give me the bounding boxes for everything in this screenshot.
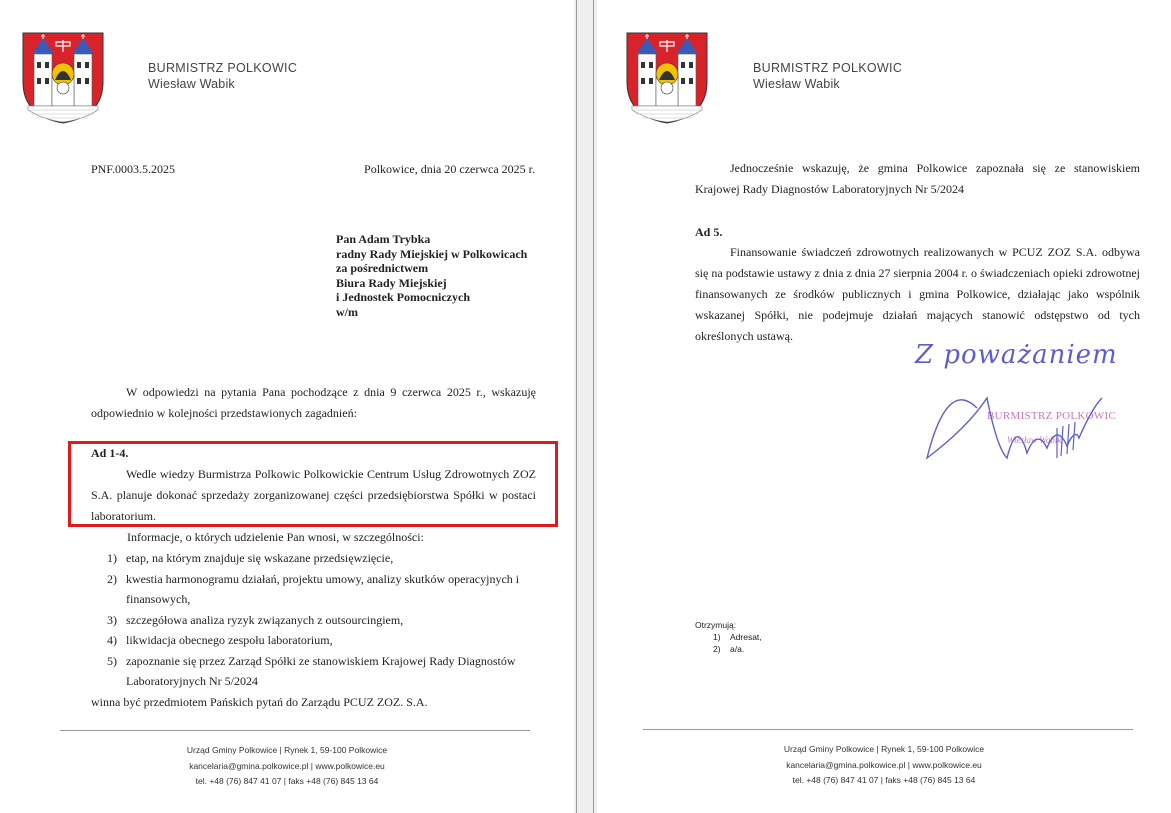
signature-icon bbox=[907, 338, 1117, 478]
list-item-number: 1) bbox=[107, 551, 117, 565]
recipient-item bbox=[695, 643, 762, 655]
recipient-block bbox=[336, 232, 527, 319]
list-item bbox=[107, 569, 539, 610]
reference-number: PNF.0003.5.2025 bbox=[91, 162, 176, 176]
ad-5-heading: Ad 5. bbox=[695, 225, 723, 239]
footer-phone: tel. +48 (76) 847 41 07 | faks +48 (76) 845 13 64 bbox=[792, 775, 976, 785]
list-item bbox=[107, 630, 539, 651]
intro-paragraph: W odpowiedzi na pytania Pana pochodzące z dnia 9 czerwca 2025 r., wskazuję odpowiednio w kolejności przedstawionych zagadnień: bbox=[91, 385, 536, 420]
document-page-1 bbox=[0, 0, 574, 813]
letterhead bbox=[148, 61, 297, 91]
recipient-number: 2) bbox=[713, 644, 721, 654]
list-item bbox=[107, 651, 539, 692]
handwritten-greeting: Z poważaniem bbox=[915, 340, 1118, 370]
info-intro: Informacje, o których udzielenie Pan wnosi, w szczególności: bbox=[127, 530, 424, 544]
recipient-text: Adresat, bbox=[730, 632, 762, 642]
footer-address: Urząd Gminy Polkowice | Rynek 1, 59-100 Polkowice bbox=[783, 744, 985, 754]
list-item bbox=[107, 610, 539, 631]
page-gutter bbox=[574, 0, 597, 813]
official-stamp-name: Wiesław Wabik bbox=[1007, 435, 1062, 445]
list-item-number: 3) bbox=[107, 612, 117, 627]
highlight-box bbox=[68, 441, 558, 527]
footer-address: Urząd Gminy Polkowice | Rynek 1, 59-100 Polkowice bbox=[186, 745, 388, 755]
letterhead-person: Wiesław Wabik bbox=[753, 77, 840, 91]
footer-divider bbox=[643, 729, 1133, 730]
letterhead bbox=[753, 61, 902, 91]
ad-1-4-paragraph: Wedle wiedzy Burmistrza Polkowic Polkowickie Centrum Usług Zdrowotnych ZOZ S.A. planuje dokonać sprzedaży zorganizowanej części przedsiębiorstwa Spółki w postaci laboratorium. bbox=[91, 467, 536, 523]
recipients-list bbox=[695, 619, 762, 655]
list-item-text: etap, na którym znajduje się wskazane przedsięwzięcie, bbox=[126, 551, 394, 565]
page-footer bbox=[0, 743, 574, 790]
footer-divider bbox=[60, 730, 530, 731]
document-page-2 bbox=[597, 0, 1171, 813]
recipient-line: i Jednostek Pomocniczych bbox=[336, 290, 470, 304]
list-item-text: kwestia harmonogramu działań, projektu umowy, analizy skutków operacyjnych i finansowych, bbox=[126, 571, 520, 606]
official-stamp-title: BURMISTRZ POLKOWIC bbox=[987, 410, 1117, 422]
ad-5-paragraph: Finansowanie świadczeń zdrowotnych realizowanych w PCUZ ZOZ S.A. odbywa się na podstawie ustawy z dnia z dnia 27 sierpnia 2004 r. o świadczeniach opieki zdrowotnej finansowanych ze środków publicznych i gmina Polkowice, działając jako wspólnik wskazanej Spółki, nie podejmuje działań mających stanowić odstępstwo od tych określonych ustawą. bbox=[695, 245, 1140, 343]
recipient-item bbox=[695, 631, 762, 643]
question-list bbox=[107, 548, 539, 692]
list-item-text: szczegółowa analiza ryzyk związanych z outsourcingiem, bbox=[126, 612, 404, 627]
recipient-number: 1) bbox=[713, 632, 721, 642]
recipient-line: Biura Rady Miejskiej bbox=[336, 275, 447, 290]
ad-1-4-heading: Ad 1-4. bbox=[91, 446, 129, 460]
polkowice-coat-of-arms-icon bbox=[22, 32, 104, 124]
page-footer bbox=[597, 742, 1171, 789]
letter-date: Polkowice, dnia 20 czerwca 2025 r. bbox=[364, 162, 535, 176]
footer-phone: tel. +48 (76) 847 41 07 | faks +48 (76) 845 13 64 bbox=[195, 776, 379, 786]
list-item-number: 2) bbox=[107, 571, 117, 586]
list-item-text: likwidacja obecnego zespołu laboratorium, bbox=[126, 633, 333, 647]
recipients-label: Otrzymują: bbox=[695, 620, 737, 630]
recipient-line: Pan Adam Trybka bbox=[336, 232, 431, 246]
letterhead-office: BURMISTRZ POLKOWIC bbox=[148, 61, 298, 75]
closing-sentence: winna być przedmiotem Pańskich pytań do Zarządu PCUZ ZOZ. S.A. bbox=[91, 695, 428, 709]
list-item-number: 4) bbox=[107, 633, 117, 647]
recipient-text: a/a. bbox=[730, 644, 745, 654]
recipient-line: w/m bbox=[336, 304, 358, 319]
letterhead-person: Wiesław Wabik bbox=[148, 77, 235, 91]
list-item bbox=[107, 548, 539, 569]
footer-contact: kancelaria@gmina.polkowice.pl | www.polkowice.eu bbox=[786, 759, 982, 770]
recipient-line: za pośrednictwem bbox=[336, 261, 429, 275]
recipient-line: radny Rady Miejskiej w Polkowicach bbox=[336, 246, 528, 261]
polkowice-coat-of-arms-icon bbox=[626, 32, 708, 124]
letterhead-office: BURMISTRZ POLKOWIC bbox=[753, 61, 903, 75]
footer-contact: kancelaria@gmina.polkowice.pl | www.polkowice.eu bbox=[189, 760, 385, 771]
page2-paragraph-1: Jednocześnie wskazuję, że gmina Polkowice zapoznała się ze stanowiskiem Krajowej Rady Diagnostów Laboratoryjnych Nr 5/2024 bbox=[695, 161, 1140, 196]
list-item-number: 5) bbox=[107, 653, 117, 668]
list-item-text: zapoznanie się przez Zarząd Spółki ze stanowiskiem Krajowej Rady Diagnostów Laboratoryjnych Nr 5/2024 bbox=[126, 653, 516, 688]
